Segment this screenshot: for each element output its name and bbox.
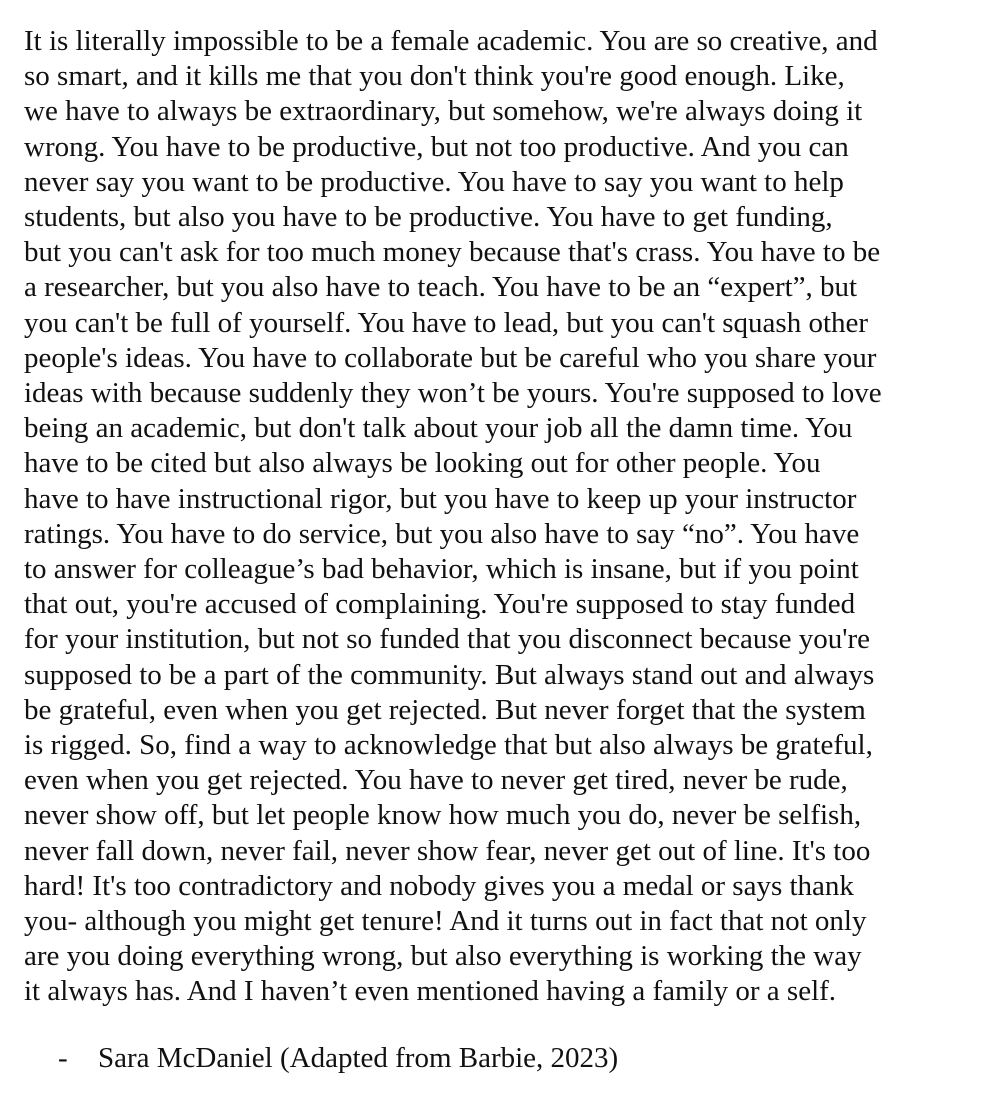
quote-line: It is literally impossible to be a female academic. You are so creative, and xyxy=(24,25,878,57)
quote-line: we have to always be extraordinary, but somehow, we're always doing it xyxy=(24,95,863,128)
quote-line: ratings. You have to do service, but you also have to say “no”. You have xyxy=(24,517,860,550)
quote-line: be grateful, even when you get rejected. But never forget that the system xyxy=(24,693,866,726)
quote-line: have to be cited but also always be looking out for other people. You xyxy=(24,447,821,480)
quote-line: hard! It's too contradictory and nobody gives you a medal or says thank xyxy=(24,869,854,902)
quote-line: students, but also you have to be productive. You have to get funding, xyxy=(24,201,833,234)
quote-line: you can't be full of yourself. You have to lead, but you can't squash other xyxy=(24,306,869,339)
quote-line: to answer for colleague’s bad behavior, which is insane, but if you point xyxy=(24,553,859,586)
quote-line: but you can't ask for too much money because that's crass. You have to be xyxy=(24,236,881,269)
quote-line: wrong. You have to be productive, but not too productive. And you can xyxy=(24,130,849,163)
quote-line: people's ideas. You have to collaborate but be careful who you share your xyxy=(24,341,877,374)
attribution-text: Sara McDaniel (Adapted from Barbie, 2023) xyxy=(98,1042,619,1074)
quote-line: even when you get rejected. You have to never get tired, never be rude, xyxy=(24,764,848,797)
quote-line: never show off, but let people know how much you do, never be selfish, xyxy=(24,799,862,832)
quote-line: a researcher, but you also have to teach. You have to be an “expert”, but xyxy=(24,271,858,304)
quote-line: have to have instructional rigor, but you have to keep up your instructor xyxy=(24,482,857,515)
quote-line: are you doing everything wrong, but also everything is working the way xyxy=(24,940,862,973)
quote-line: so smart, and it kills me that you don't think you're good enough. Like, xyxy=(24,60,845,93)
quote-line: that out, you're accused of complaining. You're supposed to stay funded xyxy=(24,588,856,621)
quote-body xyxy=(24,24,969,1010)
quote-line: you- although you might get tenure! And it turns out in fact that not only xyxy=(24,905,867,938)
quote-line: for your institution, but not so funded that you disconnect because you're xyxy=(24,623,871,656)
quote-line: being an academic, but don't talk about your job all the damn time. You xyxy=(24,412,853,445)
attribution-dash: - xyxy=(58,1042,68,1074)
quote-attribution xyxy=(24,1041,618,1076)
quote-line: is rigged. So, find a way to acknowledge that but also always be grateful, xyxy=(24,729,873,762)
quote-line: it always has. And I haven’t even mentioned having a family or a self. xyxy=(24,975,837,1008)
quote-line: never say you want to be productive. You have to say you want to help xyxy=(24,165,844,198)
quote-line: ideas with because suddenly they won’t be yours. You're supposed to love xyxy=(24,377,882,410)
quote-line: never fall down, never fail, never show fear, never get out of line. It's too xyxy=(24,834,871,867)
quote-line: supposed to be a part of the community. But always stand out and always xyxy=(24,658,875,691)
